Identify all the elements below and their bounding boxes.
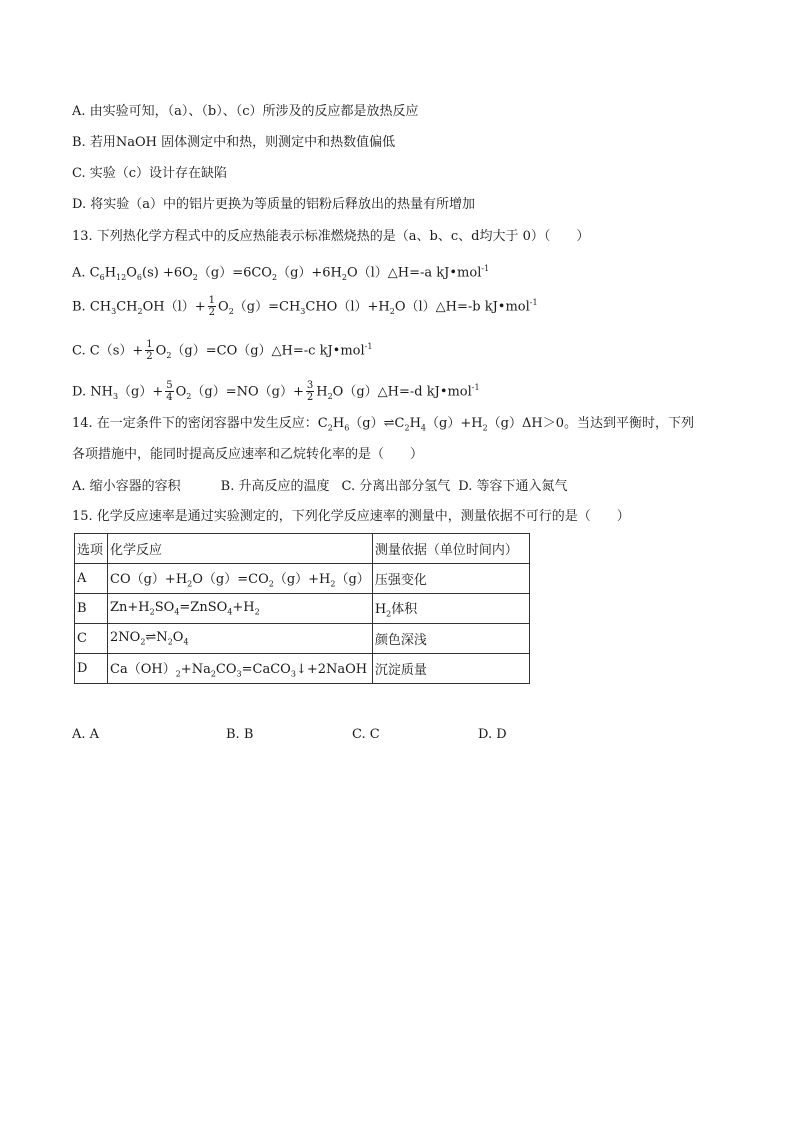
q13-option-a: A. $C_6H_{12}O_6(s)$ $+6O_2(g)=6CO_2(g)+6H_2O(l)\triangle H=-a$ kJ•mol$^{-1}$ bbox=[72, 264, 490, 282]
row-reaction: $Zn+H_2SO_4=ZnSO_4+H_2$ bbox=[108, 594, 373, 624]
row-reaction: $Ca(OH)_2+Na_2CO_3=CaCO_3↓+2NaOH$ bbox=[108, 654, 373, 684]
header-basis: 测量依据（单位时间内） bbox=[372, 534, 529, 564]
fraction-one-half: $\frac{1}{2}$ bbox=[208, 295, 216, 319]
q14-stem-line2: 各项措施中，能同时提高反应速率和乙烷转化率的是（ ） bbox=[72, 447, 424, 462]
q15-answer-b: B. B bbox=[226, 727, 254, 742]
q12-option-b: B. 若用NaOH 固体测定中和热，则测定中和热数值偏低 bbox=[72, 135, 396, 150]
q13-option-c: C. C（s）+ $\frac{1}{2}$ $O_2(g)=CO(g)\triangle H=-c$ kJ•mol$^{-1}$ bbox=[72, 339, 373, 363]
row-basis: 压强变化 bbox=[372, 564, 529, 594]
row-option: B bbox=[75, 594, 108, 624]
table-header-row bbox=[75, 534, 530, 564]
q13-option-d: D. $NH_3(g)+$ $\frac{5}{4}$ $O_2(g)=NO(g)+$ $\frac{3}{2}$ $H_2O(g)\triangle H=-d$ kJ•mol$^{-1}$ bbox=[72, 380, 480, 404]
q14-option-d: D. 等容下通入氮气 bbox=[458, 479, 568, 494]
q15-table bbox=[74, 533, 530, 684]
q13-option-b: B. $CH_3CH_2OH(l)+$ $\frac{1}{2}$ $O_2(g)=CH_3CHO(l)+H_2O(l)\triangle H=-b$ kJ•mol$^{-1}$ bbox=[72, 295, 538, 319]
q12-option-c: C. 实验（c）设计存在缺陷 bbox=[72, 166, 228, 181]
q14-options bbox=[72, 477, 567, 497]
fraction-one-half: $\frac{1}{2}$ bbox=[146, 339, 153, 363]
row-reaction: $2NO_2\rightleftharpoons N_2O_4$ bbox=[108, 624, 373, 654]
q12-option-a: A. 由实验可知，（a）、（b）、（c）所涉及的反应都是放热反应 bbox=[72, 104, 419, 119]
row-option: A bbox=[75, 564, 108, 594]
q13-stem: 13. 下列热化学方程式中的反应热能表示标准燃烧热的是（a、b、c、d均大于 0）（ ） bbox=[72, 229, 590, 244]
row-option: D bbox=[75, 654, 108, 684]
row-basis: 颜色深浅 bbox=[372, 624, 529, 654]
row-reaction: $CO(g)+H_2O(g)=CO_2(g)+H_2(g)$ bbox=[108, 564, 373, 594]
row-basis: 沉淀质量 bbox=[372, 654, 529, 684]
row-option: C bbox=[75, 624, 108, 654]
table-row bbox=[75, 624, 530, 654]
table-row bbox=[75, 594, 530, 624]
table-row bbox=[75, 654, 530, 684]
table-row bbox=[75, 564, 530, 594]
q14-option-c: C. 分离出部分氢气 bbox=[341, 479, 451, 494]
q12-option-d: D. 将实验（a）中的铝片更换为等质量的铝粉后释放出的热量有所增加 bbox=[72, 197, 475, 212]
header-reaction: 化学反应 bbox=[108, 534, 373, 564]
header-option: 选项 bbox=[75, 534, 108, 564]
q15-answer-a: A. A bbox=[72, 727, 100, 742]
q15-answer-c: C. C bbox=[352, 727, 380, 742]
fraction-three-halves: $\frac{3}{2}$ bbox=[306, 380, 314, 404]
q14-option-b: B. 升高反应的温度 bbox=[220, 479, 330, 494]
fraction-five-fourths: $\frac{5}{4}$ bbox=[166, 380, 173, 404]
q15-stem: 15. 化学反应速率是通过实验测定的，下列化学反应速率的测量中，测量依据不可行的是（ ） bbox=[72, 509, 630, 524]
q15-answer-d: D. D bbox=[478, 727, 507, 742]
row-basis: $H_2$体积 bbox=[372, 594, 529, 624]
q14-stem-line1: 14. 在一定条件下的密闭容器中发生反应：$C_2H_6(g)\rightleftharpoons C_2H_4(g)+H_2(g)\Delta H>0$。当达到平衡时，下列 bbox=[72, 416, 694, 433]
q14-option-a: A. 缩小容器的容积 bbox=[72, 479, 181, 494]
